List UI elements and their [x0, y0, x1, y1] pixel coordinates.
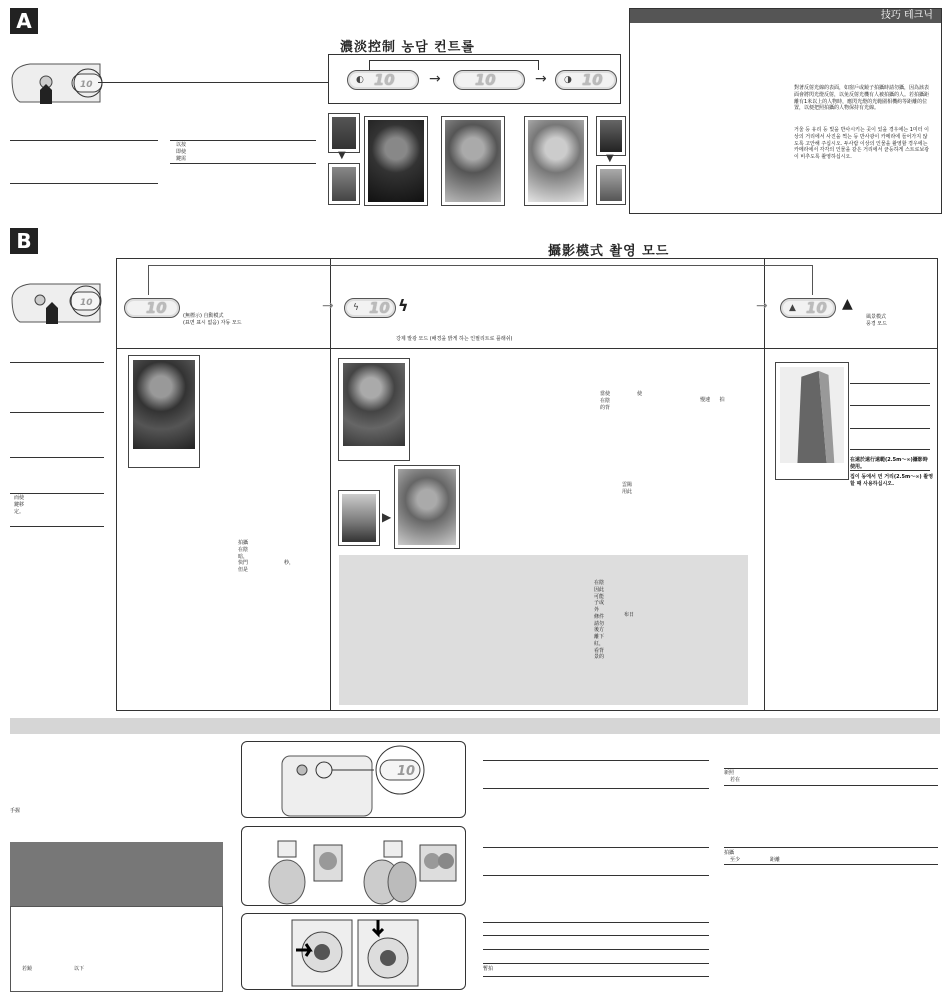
dial-fill-flash[interactable]: ϟ 10 [344, 298, 396, 318]
thumb-backlit [338, 490, 380, 546]
bottom-white-box [10, 906, 223, 992]
bottom-footer-right: 以下 [74, 966, 85, 972]
photo-backlit-fill [394, 465, 460, 549]
divider [10, 493, 104, 494]
photo-landscape [775, 362, 849, 480]
divider [10, 457, 104, 458]
selfie-image [242, 827, 467, 907]
section-a-title: 濃淡控制 농담 컨트롤 [340, 40, 475, 55]
left-labels-b: 而使 鍵移 定。 [14, 495, 25, 515]
bottom-left-note: 手握 [10, 808, 21, 814]
landscape-label: 風景模式 풍경 모드 [866, 314, 887, 327]
divider [724, 785, 938, 786]
photo-normal [441, 116, 505, 206]
divider [850, 383, 930, 384]
normal-icon [462, 75, 465, 85]
divider [483, 922, 709, 923]
arrow-right-icon: → [535, 71, 547, 87]
divider [170, 140, 316, 141]
divider [850, 470, 930, 471]
arrow-right-icon: → [429, 71, 441, 87]
pointer-line-a [98, 82, 328, 83]
bottom-gray-box [10, 842, 223, 906]
section-a-badge: A [10, 8, 38, 34]
col4-note-c: 拍攝 [724, 850, 735, 856]
auto-mode-label: (無標示) 自動模式 (표면 표시 없음) 자동 모드 [183, 313, 242, 326]
divider [724, 847, 938, 848]
illus-shutter [241, 913, 466, 990]
landscape-note-ko: 집이 동에서 먼 거리(2.5m～∞) 촬영할 때 사용하십시오. [850, 474, 934, 487]
camera-illustration-a [10, 58, 105, 106]
svg-text:10: 10 [80, 80, 93, 90]
camera-top-image [242, 742, 467, 819]
divider [10, 362, 104, 363]
dial-normal[interactable]: 10 [453, 70, 525, 90]
divider [850, 428, 930, 429]
divider [724, 768, 938, 769]
divider [483, 875, 709, 876]
divider [483, 949, 709, 950]
caution-panel [339, 555, 748, 705]
dial-auto[interactable]: 10 [124, 298, 180, 318]
photo-dark [364, 116, 428, 206]
svg-text:10: 10 [397, 764, 416, 779]
auto-notes: 拍攝 在陰 暗， 快門 但是 [238, 540, 249, 573]
divider [10, 183, 158, 184]
dial-dark[interactable]: ◐ 10 [347, 70, 419, 90]
divider [483, 963, 709, 964]
thumb-light-before [596, 116, 626, 156]
divider [483, 976, 709, 977]
divider [170, 163, 316, 164]
light-icon: ◑ [564, 75, 572, 85]
arrow-right-icon: → [322, 298, 334, 314]
tips-text-zh: 對著反射光線的表面，如窗戶或鏡子拍攝時請勿攝，因為該表面會將閃光燈反射，以免反射光機有人被拍攝的人。若拍攝距離有1米以上的人物時，應閃光燈的光範圍相機約等距離的位置，以便把照拍攝的人物保持有光線。 [794, 85, 930, 112]
mountain-icon: ▲ [842, 296, 853, 312]
flash-bolt-icon: ϟ [398, 296, 409, 315]
flash-icon: ϟ [353, 303, 359, 313]
note-labels-a: 以按 即使 鍵需 [176, 142, 187, 162]
divider [483, 935, 709, 936]
bottom-footer-left: 若鏡 [22, 966, 33, 972]
arrow-down-icon: ▼ [606, 153, 614, 164]
photo-light [524, 116, 588, 206]
bottom-banner [10, 718, 940, 734]
illus-camera-top [241, 741, 466, 818]
divider [483, 847, 709, 848]
auto-note-sec: 秒， [284, 560, 295, 566]
dial-landscape[interactable]: ▲ 10 [780, 298, 836, 318]
mountain-icon: ▲ [789, 303, 796, 313]
thumb-dark-after [328, 163, 360, 205]
col4-note-a: 新照 [724, 770, 735, 776]
building-image [780, 367, 844, 463]
caution-side: 布日 [624, 612, 635, 618]
col4-note-e: 距離 [770, 857, 781, 863]
mode-cycle-line [148, 265, 813, 295]
divider [10, 140, 158, 141]
divider [10, 526, 104, 527]
camera-illustration-b [10, 278, 105, 326]
section-b-title: 攝影模式 촬영 모드 [548, 244, 670, 259]
col4-note-b: 若在 [730, 777, 741, 783]
col4-note-d: 至少 [730, 857, 741, 863]
fill-flash-label: 강제 발광 모드 (배경을 밝게 하는 인필리트로 플래쉬) [396, 336, 513, 342]
divider [724, 864, 938, 865]
col-divider [330, 258, 331, 711]
thumb-dark-before [328, 113, 360, 153]
arrow-right-icon: ▶ [382, 510, 392, 524]
fill-notes: 當使 使 在陰 的背 [600, 391, 643, 411]
tips-text-ko: 거울 등 유리 등 빛을 반사시키는 곳이 있을 경우에는 1미터 이상의 거리에서 사진을 찍는 등 반사광이 카메라에 들어가지 않도록 고안해 주십시오. 두사람 이상의 인물을 촬영할 경우에는 카메라에서 각각의 인물을 같은 거리에서 균등하게 스트로보광이 비추도록 촬영하십시오. [794, 127, 930, 160]
arrow-right-icon: → [756, 298, 768, 314]
caution-text: 在陰 因此 可能 子或 外 條件 請勿 後方 離下 紅， 看背 景的 [594, 580, 605, 661]
col3-note: 暫拍 [483, 966, 494, 972]
arrow-down-icon: ▼ [338, 150, 346, 161]
fill-notes-2: 雲陽 用此 [622, 482, 633, 495]
photo-auto-mode [128, 355, 200, 468]
dial-light[interactable]: ◑ 10 [555, 70, 617, 90]
fill-notes-right: 慢速 拍 [700, 397, 725, 403]
section-b-badge: B [10, 228, 38, 254]
photo-fill-flash [338, 358, 410, 461]
divider [483, 788, 709, 789]
tips-header: 技巧 테크닉 [630, 9, 941, 23]
shutter-press-image [242, 914, 467, 991]
divider [483, 760, 709, 761]
cycle-arrow-line [369, 60, 539, 70]
dark-icon: ◐ [356, 75, 364, 85]
tips-panel [629, 8, 942, 214]
landscape-note-zh: 在遠於遠行遠範(2.5m～∞)攝影時使用。 [850, 457, 928, 470]
divider [850, 449, 930, 450]
illus-selfie [241, 826, 466, 906]
thumb-light-after [596, 165, 626, 205]
divider [850, 405, 930, 406]
col-divider [764, 258, 765, 711]
density-dial-panel [328, 54, 621, 104]
svg-text:10: 10 [80, 298, 93, 308]
row-divider [116, 348, 938, 349]
divider [10, 412, 104, 413]
